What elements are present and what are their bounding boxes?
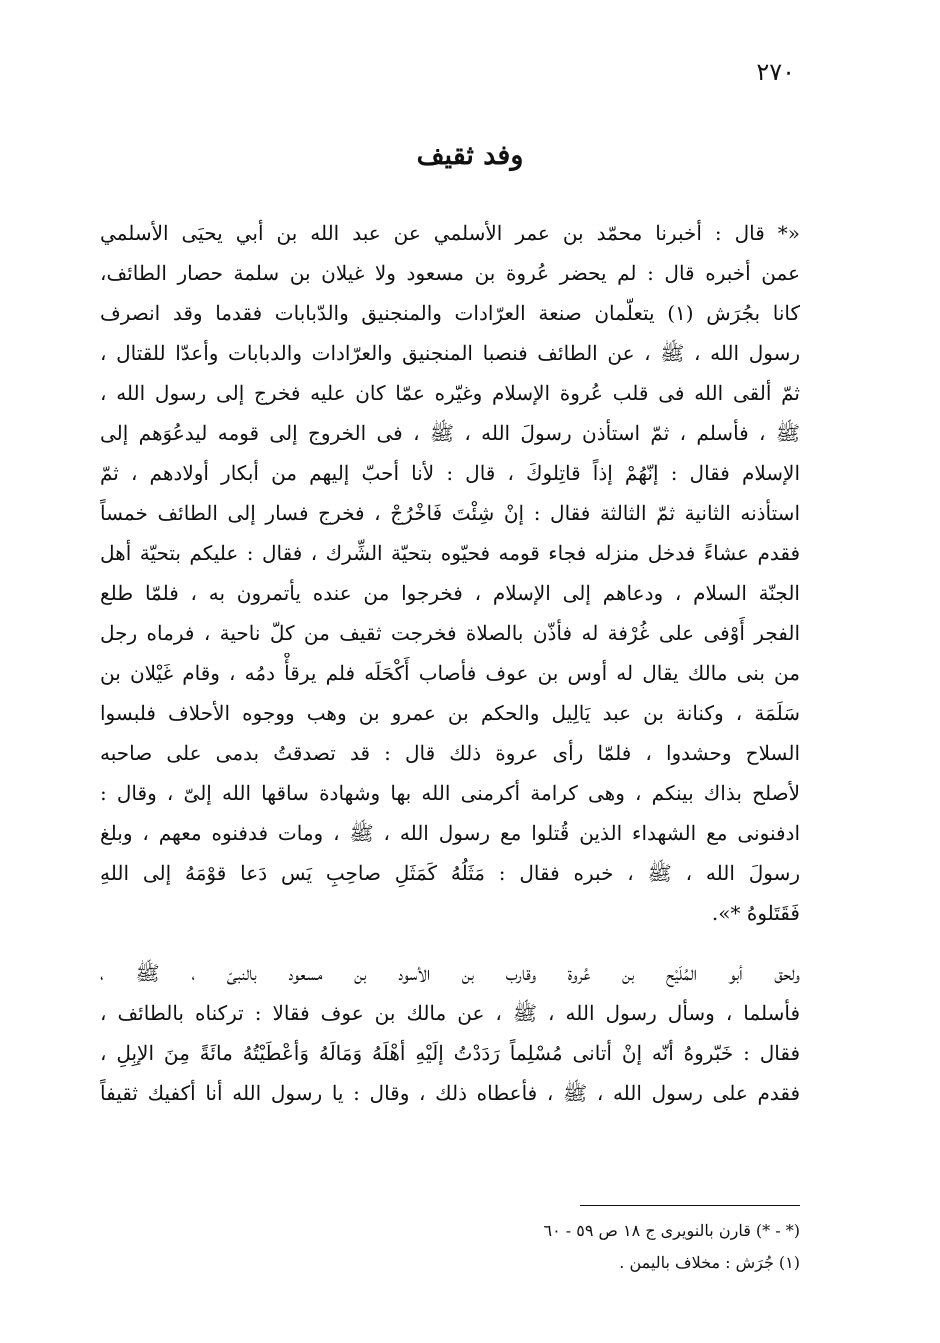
text-line: كانا بجُرَش (١) يتعلّمان صنعة العرّادات والمنجنيق والدّبابات فقدما وقد انصرف [100, 301, 800, 325]
text-line: رسولَ الله ، ﷺ ، خبره فقال : مَثَلُهُ كَمَثَلِ صاحِبِ يَس دَعا قوْمَهُ إلى اللهِ [100, 861, 800, 885]
paragraph [100, 213, 800, 933]
text-line: الفجر أَوْفى على غُرْفة له فأذّن بالصلاة فخرجت ثقيف من كلّ ناحية ، فرماه رجل [100, 621, 800, 645]
text-line: ﷺ ، فأسلم ، ثمّ استأذن رسولَ الله ، ﷺ ، فى الخروج إلى قومه ليدعُوَهم إلى [100, 421, 800, 445]
footnote: (١) جُرَش : مخلاف باليمن . [619, 1253, 800, 1272]
text-line: من بنى مالك يقال له أوس بن عوف فأصاب أَكْحَلَه فلم يرقأْ دمُه ، وقام غَيْلان بن [100, 661, 800, 685]
page-number: ٢٧٠ [756, 58, 795, 86]
paragraph-gap [100, 933, 800, 953]
text-line: فقدم على رسول الله ، ﷺ ، فأعطاه ذلك ، وقال : يا رسول الله أنا أكفيك ثقيفاً [100, 1081, 800, 1105]
text-line: الإسلام فقال : إنّهُمْ إذاً قاتِلوكَ ، قال : لأنا أحبّ إليهم من أبكار أولادهم ، ثمّ [100, 461, 800, 485]
text-line: رسول الله ، ﷺ ، عن الطائف فنصبا المنجنيق والعرّادات والدبابات وأعدّا للقتال ، [100, 341, 800, 365]
text-line: «* قال : أخبرنا محمّد بن عمر الأسلمي عن عبد الله بن أبي يحيَى الأسلمي [100, 221, 800, 245]
text-line: فقال : خَبّروهُ أنّه إنْ أتانى مُسْلِماً رَدَدْتُ إلَيْهِ أهْلَهُ وَمَالَهُ وَأعْطَيْتُهُ مائَةً مِنَ الإبِلِ ، [100, 1041, 800, 1065]
text-line: فَقَتَلوهُ *». [711, 901, 800, 925]
text-line: عمن أخبره قال : لم يحضر عُروة بن مسعود ولا غيلان بن سلمة حصار الطائف، [100, 261, 800, 285]
footnotes [100, 1215, 800, 1279]
text-line: فقدم عشاءً فدخل منزله فجاء قومه فحيّوه بتحيّة الشِّرك ، فقال : عليكم بتحيّة أهل [100, 541, 800, 565]
text-line: ادفنونى مع الشهداء الذين قُتلوا مع رسول الله ، ﷺ ، ومات فدفنوه معهم ، وبلغ [100, 821, 800, 845]
paragraph [100, 953, 800, 1113]
text-line: ولحق أبو المُلَيْح بن عُروة وقارب بن الأسود بن مسعود بالنبىّ ، ﷺ ، [100, 961, 800, 985]
text-line: سَلَمَة ، وكنانة بن عبد يَالِيل والحكم بن عمرو بن وهب ووجوه الأحلاف فلبسوا [100, 701, 800, 725]
footnote-divider [580, 1205, 800, 1206]
text-line: الجنّة السلام ، ودعاهم إلى الإسلام ، فخرجوا من عنده يأتمرون به ، فلمّا طلع [100, 581, 800, 605]
text-line: فأسلما ، وسأل رسول الله ، ﷺ ، عن مالك بن عوف فقالا : تركناه بالطائف ، [100, 1001, 800, 1025]
text-line: لأصلح بذاك بينكم ، وهى كرامة أكرمنى الله بها وشهادة ساقها الله إلىّ ، وقال : [100, 781, 800, 805]
body-text [100, 213, 800, 1113]
text-line: استأذنه الثانية ثمّ الثالثة فقال : إنْ شِئْتَ فَاخْرُجْ ، فخرج فسار إلى الطائف خمساً [100, 501, 800, 525]
text-line: ثمّ ألقى الله فى قلب عُروة الإسلام وغيّره عمّا كان عليه فخرج إلى رسول الله ، [100, 381, 800, 405]
footnote: (* - *) قارن بالنويرى ج ١٨ ص ٥٩ - ٦٠ [543, 1221, 800, 1240]
text-line: السلاح وحشدوا ، فلمّا رأى عروة ذلك قال : قد تصدقتُ بدمى على صاحبه [100, 741, 800, 765]
chapter-title: وفد ثقيف [416, 140, 524, 171]
